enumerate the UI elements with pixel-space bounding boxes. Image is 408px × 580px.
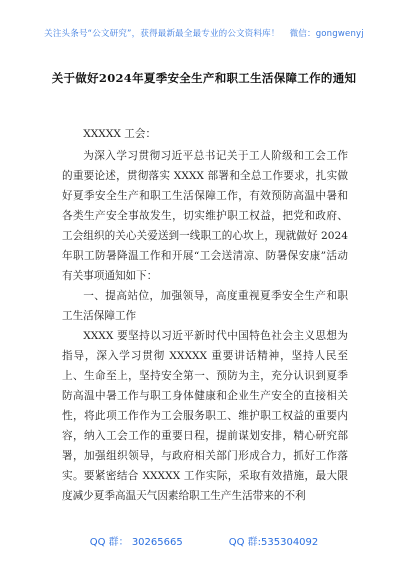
paragraph-intro: 为深入学习贯彻习近平总书记关于工人阶级和工会工作的重要论述，贯彻落实 XXXX 部署和全总工作要求，扎实做好夏季安全生产和职工生活保障工作，有效预防高温中暑和各类生产安全事故发生，切实维护职工权益，把党和政府、工会组织的关心关爱送到一线职工的心坎上，现就做好 2024 年职工防暑降温工作和开展“工会送清凉、防暑保安康”活动有关事项通知如下： bbox=[62, 150, 348, 282]
document-title: 关于做好2024年夏季安全生产和职工生活保障工作的通知 bbox=[51, 71, 357, 85]
paragraph-section-1: XXXX 要坚持以习近平新时代中国特色社会主义思想为指导，深入学习贯彻 XXXXX 重要讲话精神，坚持人民至上、生命至上，坚持安全第一、预防为主，充分认识到夏季防高温中暑工作与职工身体健康和企业生产安全的直接相关性，将此项工作作为工会服务职工、维护职工权益的重要内容，纳入工会工作的重要日程，提前谋划安排，精心研究部署，加强组织领导，与政府相关部门形成合力，抓好工作落实。要紧密结合 XXXXX 工作实际，采取有效措施，最大限度减少夏季高温天气因素给职工生产生活带来的不利 bbox=[62, 330, 348, 502]
wechat-label: 微信： bbox=[289, 29, 316, 39]
salutation: XXXXX 工会： bbox=[83, 128, 157, 140]
promo-header bbox=[0, 27, 408, 39]
qq-group-1: QQ 群： 30265665 bbox=[89, 537, 183, 548]
promo-note: 关注头条号“公文研究”，获得最新最全最专业的公文资料库！ bbox=[44, 29, 280, 39]
qq-group-2: QQ 群:535304092 bbox=[228, 537, 319, 548]
footer-contact bbox=[0, 533, 408, 548]
section-heading-1: 一、提高站位，加强领导，高度重视夏季安全生产和职工生活保障工作 bbox=[62, 290, 348, 322]
wechat-id: gongwenyj bbox=[315, 29, 364, 39]
document-body bbox=[62, 124, 348, 506]
